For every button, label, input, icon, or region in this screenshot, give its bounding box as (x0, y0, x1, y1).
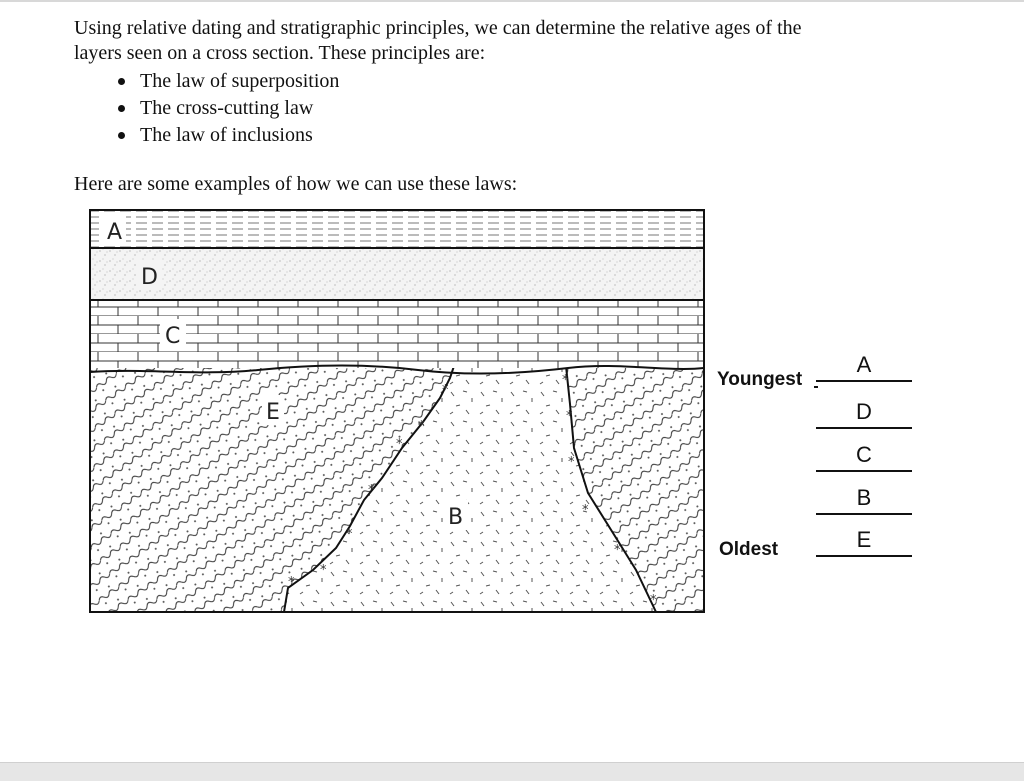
list-item (74, 122, 934, 149)
svg-text:*: * (288, 575, 295, 590)
svg-text:*: * (320, 563, 327, 578)
youngest-leader (814, 386, 818, 388)
law-list (74, 68, 934, 149)
svg-text:*: * (568, 455, 575, 470)
intro-line-2: layers seen on a cross section. These principles are: (74, 42, 486, 64)
examples-intro: Here are some examples of how we can use these laws: (74, 173, 518, 195)
age-slot-5: E (816, 525, 912, 557)
cross-section-diagram (88, 208, 708, 618)
svg-text:*: * (368, 483, 375, 498)
bullet-icon (118, 132, 125, 139)
svg-text:*: * (566, 409, 573, 424)
svg-text:*: * (650, 593, 657, 608)
page-bottom-bar (0, 762, 1024, 781)
youngest-label: Youngest (717, 369, 803, 390)
label-c: C (165, 324, 181, 349)
label-b: B (448, 505, 464, 530)
intro-line-1: Using relative dating and stratigraphic principles, we can determine the relative ages of the (74, 17, 802, 39)
law-label: The law of superposition (140, 70, 340, 92)
age-order-panel (712, 340, 922, 570)
intro-text (74, 16, 934, 149)
svg-text:*: * (562, 373, 569, 388)
layer-a-texture (90, 210, 704, 248)
list-item (74, 95, 934, 122)
label-e: E (266, 400, 280, 425)
layer-d-texture (90, 248, 704, 300)
age-slot-1: A (816, 350, 912, 382)
law-label: The law of inclusions (140, 124, 313, 146)
top-rule (0, 0, 1024, 2)
age-slot-2: D (816, 397, 912, 429)
age-slot-4: B (816, 483, 912, 515)
list-item (74, 68, 934, 95)
bullet-icon (118, 78, 125, 85)
svg-text:*: * (346, 527, 353, 542)
svg-text:*: * (442, 383, 449, 398)
bullet-icon (118, 105, 125, 112)
svg-text:*: * (396, 437, 403, 452)
law-label: The cross-cutting law (140, 97, 314, 119)
age-slot-3: C (816, 440, 912, 472)
svg-text:*: * (582, 503, 589, 518)
svg-text:*: * (614, 543, 621, 558)
svg-text:*: * (418, 419, 425, 434)
oldest-label: Oldest (719, 539, 779, 560)
label-d: D (141, 265, 158, 290)
label-a: A (107, 220, 123, 245)
